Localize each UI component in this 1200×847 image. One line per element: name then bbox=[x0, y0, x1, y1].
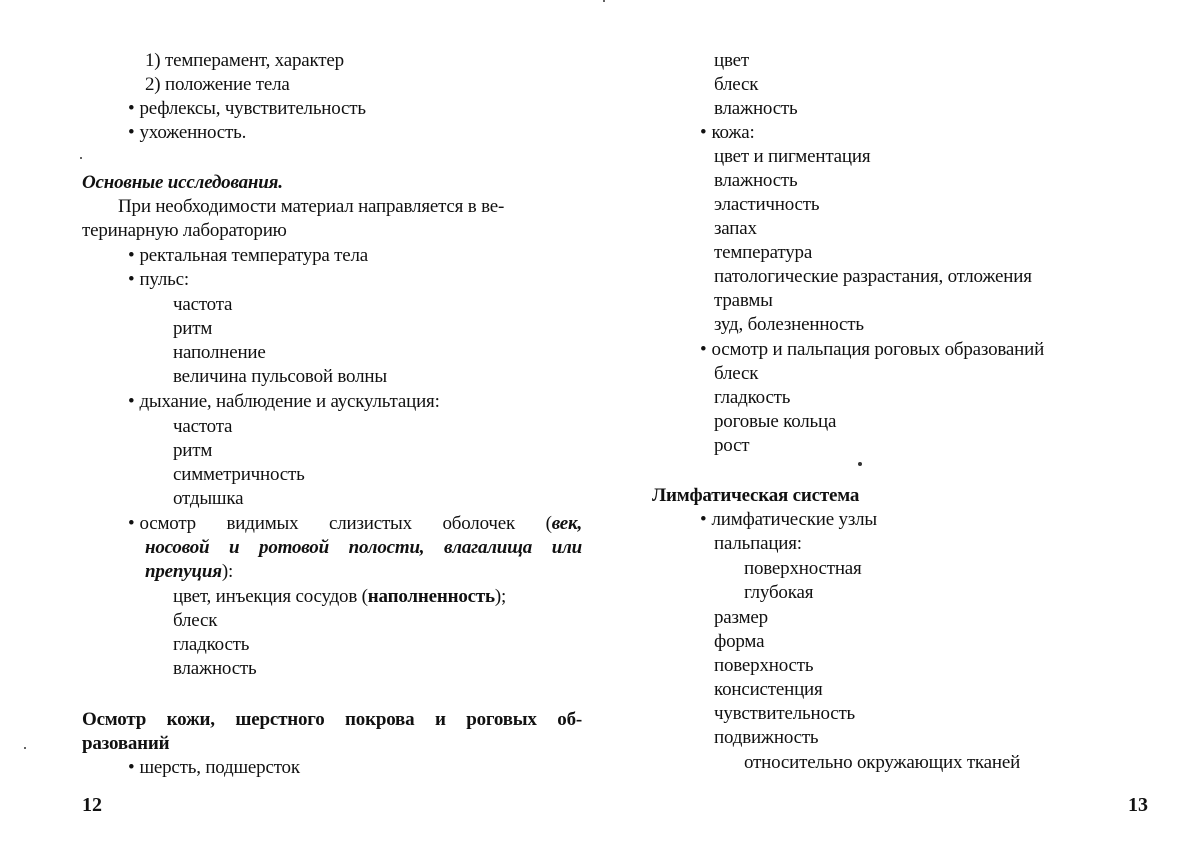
scan-speck bbox=[80, 157, 82, 159]
list-item bbox=[128, 268, 189, 292]
sub-item bbox=[173, 585, 506, 609]
list-item bbox=[128, 512, 582, 536]
sub-item: блеск bbox=[173, 610, 218, 631]
sub-item: величина пульсовой волны bbox=[173, 366, 387, 387]
paragraph-line: При необходимости материал направляется в ве- bbox=[118, 196, 505, 217]
scan-speck bbox=[24, 747, 26, 749]
sub-item: консистенция bbox=[714, 679, 823, 700]
list-item-text: ухоженность. bbox=[139, 122, 247, 143]
sub-sub-item: относительно окружающих тканей bbox=[744, 752, 1021, 773]
list-item-text: осмотр и пальпация роговых образований bbox=[711, 339, 1045, 360]
list-item-text: дыхание, наблюдение и аускультация: bbox=[139, 391, 440, 412]
list-item bbox=[128, 244, 368, 268]
section-heading: разований bbox=[82, 733, 170, 754]
sub-item: запах bbox=[714, 218, 757, 239]
list-item-text: шерсть, подшерсток bbox=[139, 757, 300, 778]
emphasis-text: носовой и ротовой полости, влагалища или bbox=[145, 537, 582, 558]
sub-item: травмы bbox=[714, 290, 773, 311]
sub-item: подвижность bbox=[714, 727, 819, 748]
sub-sub-item: глубокая bbox=[744, 582, 814, 603]
sub-sub-item: поверхностная bbox=[744, 558, 862, 579]
list-item bbox=[700, 121, 755, 145]
list-item bbox=[128, 390, 440, 414]
sub-item: блеск bbox=[714, 363, 759, 384]
sub-item: блеск bbox=[714, 74, 759, 95]
sub-item: патологические разрастания, отложения bbox=[714, 266, 1032, 287]
sub-item-text: цвет, инъекция сосудов ( bbox=[173, 586, 368, 607]
page-number: 13 bbox=[1128, 794, 1148, 816]
emphasis-text: препуция bbox=[145, 561, 222, 582]
sub-item-text: ); bbox=[494, 586, 507, 607]
paragraph-line: теринарную лабораторию bbox=[82, 220, 287, 241]
list-item-text: осмотр видимых слизистых оболочек ( bbox=[139, 513, 552, 534]
list-item-text: пульс: bbox=[139, 269, 189, 290]
list-item: 2) положение тела bbox=[145, 74, 290, 95]
list-item bbox=[128, 121, 246, 145]
emphasis-text: наполненность bbox=[367, 586, 495, 607]
sub-item: форма bbox=[714, 631, 765, 652]
sub-item: роговые кольца bbox=[714, 411, 837, 432]
list-item-text: ): bbox=[221, 561, 234, 582]
section-heading: Основные исследования. bbox=[82, 172, 283, 193]
list-item bbox=[700, 338, 1044, 362]
section-heading: Лимфатическая система bbox=[652, 485, 860, 506]
sub-item: пальпация: bbox=[714, 533, 802, 554]
list-item-continuation bbox=[145, 536, 582, 560]
sub-item: зуд, болезненность bbox=[714, 314, 864, 335]
list-item bbox=[128, 97, 366, 121]
list-item bbox=[700, 508, 877, 532]
list-item-text: ректальная температура тела bbox=[139, 245, 369, 266]
section-heading: Осмотр кожи, шерстного покрова и роговых об- bbox=[82, 709, 582, 730]
scan-speck bbox=[858, 462, 862, 466]
sub-item: симметричность bbox=[173, 464, 305, 485]
emphasis-text: век, bbox=[551, 513, 582, 534]
list-item-text: кожа: bbox=[711, 122, 755, 143]
sub-item: гладкость bbox=[173, 634, 250, 655]
sub-item: частота bbox=[173, 294, 233, 315]
sub-item: эластичность bbox=[714, 194, 820, 215]
list-item-text: лимфатические узлы bbox=[711, 509, 877, 530]
sub-item: наполнение bbox=[173, 342, 266, 363]
sub-item: гладкость bbox=[714, 387, 791, 408]
sub-item: размер bbox=[714, 607, 768, 628]
list-item: 1) темперамент, характер bbox=[145, 50, 344, 71]
right-page bbox=[620, 0, 1200, 847]
sub-item: отдышка bbox=[173, 488, 244, 509]
page-number: 12 bbox=[82, 794, 102, 816]
sub-item: цвет и пигментация bbox=[714, 146, 871, 167]
sub-item: влажность bbox=[173, 658, 257, 679]
scan-speck bbox=[603, 0, 605, 2]
list-item bbox=[128, 756, 300, 780]
sub-item: поверхность bbox=[714, 655, 814, 676]
sub-item: влажность bbox=[714, 170, 798, 191]
sub-item: частота bbox=[173, 416, 233, 437]
sub-item: влажность bbox=[714, 98, 798, 119]
sub-item: чувствительность bbox=[714, 703, 856, 724]
sub-item: температура bbox=[714, 242, 813, 263]
sub-item: рост bbox=[714, 435, 750, 456]
list-item-continuation bbox=[145, 560, 233, 584]
list-item-text: рефлексы, чувствительность bbox=[139, 98, 366, 119]
sub-item: ритм bbox=[173, 318, 213, 339]
sub-item: ритм bbox=[173, 440, 213, 461]
sub-item: цвет bbox=[714, 50, 749, 71]
